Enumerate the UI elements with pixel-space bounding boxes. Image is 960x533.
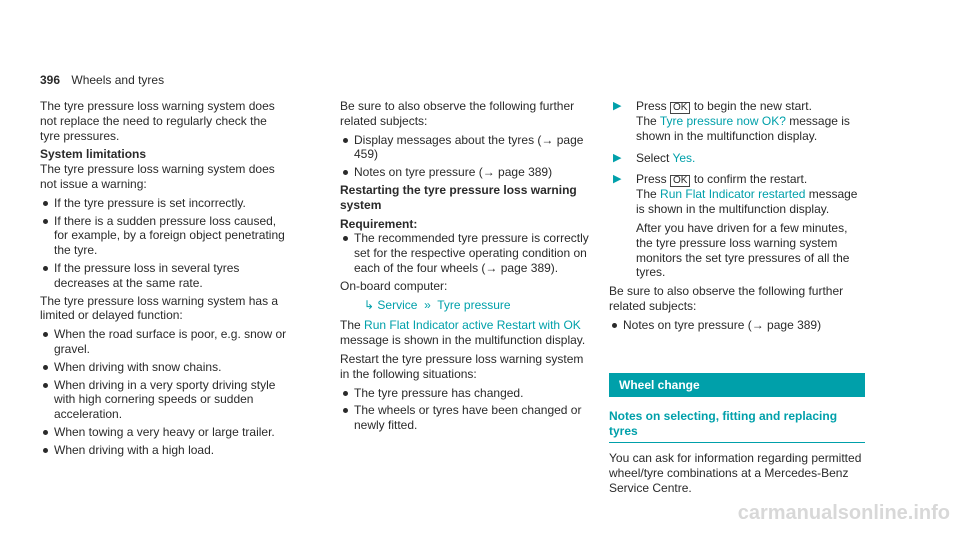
column-3 xyxy=(609,99,865,499)
wheel-change-heading: Wheel change xyxy=(609,373,865,398)
service-centre-paragraph: You can ask for information regarding permitted wheel/tyre combinations at a Mercedes-Benz Service Centre. xyxy=(609,450,862,495)
list-item: If the tyre pressure is set incorrectly. xyxy=(40,196,290,211)
bullet-icon xyxy=(43,219,48,224)
monitor-paragraph: After you have driven for a few minutes, the tyre pressure loss warning system monitors the set tyre pressures of all the tyres. xyxy=(636,220,850,280)
bullet-icon xyxy=(43,448,48,453)
watermark: carmanualsonline.info xyxy=(737,502,950,524)
list-item: When driving with a high load. xyxy=(40,443,290,458)
enter-menu-icon: ↳ xyxy=(364,297,375,312)
intro-paragraph: The tyre pressure loss warning system does not replace the need to regularly check the tyre pressures. xyxy=(40,99,275,143)
bullet-icon xyxy=(612,323,617,328)
tyres-subheading: Notes on selecting, fitting and replacing tyres xyxy=(609,409,865,443)
message-paragraph: The Run Flat Indicator active Restart with OK message is shown in the multifunction display. xyxy=(340,318,586,348)
display-message: Run Flat Indicator restarted xyxy=(660,187,806,202)
requirement-item: The recommended tyre pressure is correctly set for the respective operating condition on each of the four wheels (→ page 389). xyxy=(340,231,590,275)
related-paragraph: Be sure to also observe the following further related subjects: xyxy=(609,284,844,313)
bullet-icon xyxy=(343,391,348,396)
limited-function-paragraph: The tyre pressure loss warning system has a limited or delayed function: xyxy=(40,293,279,323)
requirement-label: Requirement: xyxy=(340,216,418,231)
related-paragraph: Be sure to also observe the following further related subjects: xyxy=(340,99,575,128)
list-item: The tyre pressure has changed. xyxy=(340,386,590,401)
section-title: Wheels and tyres xyxy=(71,73,165,87)
bullet-icon xyxy=(43,201,48,206)
list-item[interactable]: Notes on tyre pressure (→ page 389) xyxy=(609,318,865,333)
bullet-icon xyxy=(343,236,348,241)
step-select-yes: ▶ Select Yes. xyxy=(613,150,696,165)
menu-path xyxy=(340,298,590,313)
list-item: If there is a sudden pressure loss caused, for example, by a foreign object penetrating the tyre. xyxy=(40,214,290,258)
forward-arrow-icon: » xyxy=(420,297,435,312)
bullet-icon xyxy=(43,365,48,370)
list-item: When the road surface is poor, e.g. snow or gravel. xyxy=(40,327,290,357)
column-2 xyxy=(340,99,590,436)
bullet-icon xyxy=(343,170,348,175)
limited-function-list xyxy=(40,327,290,457)
step-arrow-icon: ▶ xyxy=(613,173,622,186)
step-confirm-restart: ▶ Press OK to confirm the restart. The Run Flat Indicator restarted message is shown in the multifunction display. After you have driven for a few minutes, the tyre pressure loss warning system monitors the set tyre pressures of all the tyres. xyxy=(609,172,865,280)
list-item: When driving with snow chains. xyxy=(40,360,290,375)
list-item[interactable]: Display messages about the tyres (→ page 459) xyxy=(340,133,590,163)
system-limitations-heading: System limitations xyxy=(40,147,147,162)
list-item[interactable]: Notes on tyre pressure (→ page 389) xyxy=(340,165,590,180)
page-header xyxy=(40,73,164,87)
menu-service: Service xyxy=(377,297,418,312)
menu-tyre-pressure: Tyre pressure xyxy=(437,297,511,312)
ok-key-icon: OK xyxy=(670,102,690,114)
bullet-icon xyxy=(343,138,348,143)
step-arrow-icon: ▶ xyxy=(613,100,622,112)
situations-paragraph: Restart the tyre pressure loss warning system in the following situations: xyxy=(340,351,584,381)
list-item: When driving in a very sporty driving style with high cornering speeds or sudden acceleration. xyxy=(40,378,290,422)
no-warning-list xyxy=(40,196,290,291)
bullet-icon xyxy=(43,430,48,435)
onboard-computer-label: On-board computer: xyxy=(340,278,448,293)
bullet-icon xyxy=(343,408,348,413)
step-arrow-icon: ▶ xyxy=(613,151,622,164)
display-message: Run Flat Indicator active Restart with OK xyxy=(364,318,581,333)
column-1 xyxy=(40,99,290,461)
list-item: The wheels or tyres have been changed or newly fitted. xyxy=(340,403,590,433)
yes-option: Yes. xyxy=(672,150,696,165)
list-item: When towing a very heavy or large trailer. xyxy=(40,425,290,440)
bullet-icon xyxy=(43,383,48,388)
bullet-icon xyxy=(43,266,48,271)
page-number: 396 xyxy=(40,73,61,87)
bullet-icon xyxy=(43,332,48,337)
list-item: If the pressure loss in several tyres decreases at the same rate. xyxy=(40,261,290,291)
ok-key-icon: OK xyxy=(670,175,690,187)
step-press-ok: ▶ Press OK to begin the new start. The Tyre pressure now OK? message is shown in the multifunction display. xyxy=(613,99,850,143)
restart-heading: Restarting the tyre pressure loss warning system xyxy=(340,182,577,212)
display-message: Tyre pressure now OK? xyxy=(659,114,786,128)
no-warning-paragraph: The tyre pressure loss warning system does not issue a warning: xyxy=(40,162,275,191)
